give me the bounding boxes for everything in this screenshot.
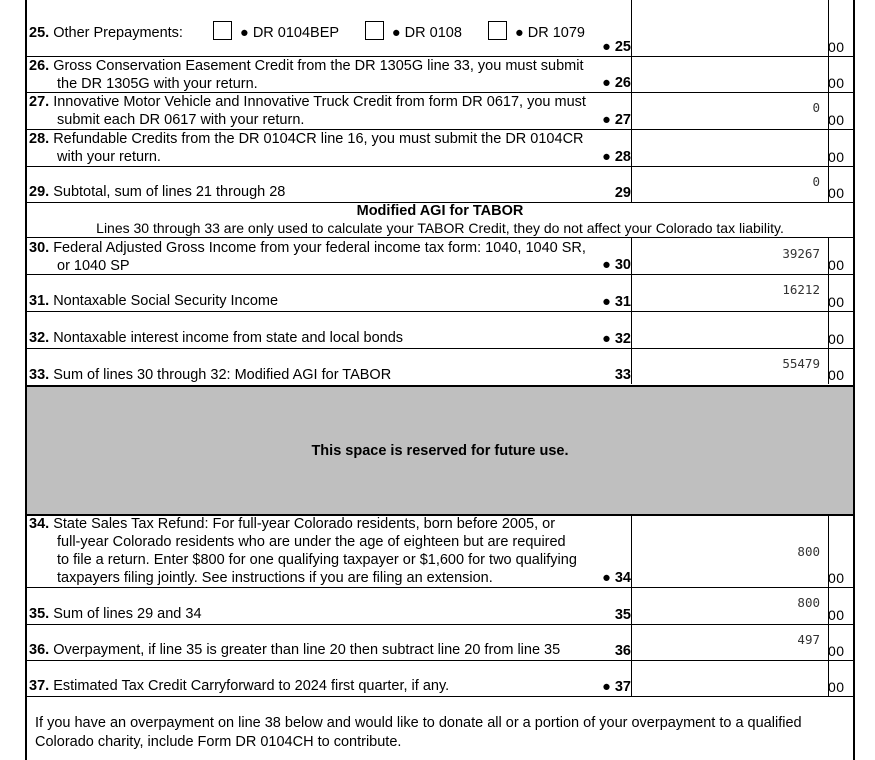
line-36-amount-field[interactable]: 497 — [631, 624, 829, 660]
tax-form — [25, 0, 855, 760]
tabor-section-header — [27, 202, 853, 238]
line-34-number-right: ● 34 — [602, 570, 631, 586]
line-26-cents: 00 — [828, 75, 845, 91]
section-title: Modified AGI for TABOR — [356, 203, 524, 219]
line-33-amount-field[interactable]: 55479 — [631, 348, 829, 384]
option-dr0108-label: DR 0108 — [404, 25, 462, 41]
line-37-amount-field[interactable] — [631, 660, 829, 696]
line-37-row — [27, 660, 853, 697]
bullet-icon: ● — [240, 25, 249, 41]
line-25-amount-field[interactable] — [631, 0, 829, 56]
line-34-amount-field[interactable]: 800 — [631, 514, 829, 587]
line-30-desc: 30. Federal Adjusted Gross Income from your federal income tax form: 1040, 1040 SR, or 1040 SP — [29, 240, 586, 274]
line-29-cents: 00 — [828, 185, 845, 201]
line-25-row — [27, 0, 853, 57]
line-26-desc: 26. Gross Conservation Easement Credit from the DR 1305G line 33, you must submit the DR 1305G with your return. — [29, 58, 584, 92]
line-25-desc — [29, 21, 629, 42]
line-32-amount-field[interactable] — [631, 311, 829, 348]
checkbox-dr0104bep[interactable] — [213, 21, 232, 40]
line-27-desc: 27. Innovative Motor Vehicle and Innovative Truck Credit from form DR 0617, you must submit each DR 0617 with your return. — [29, 94, 586, 128]
line-33-desc: 33. Sum of lines 30 through 32: Modified AGI for TABOR — [29, 367, 392, 383]
line-34-row — [27, 514, 853, 588]
line-32-desc: 32. Nontaxable interest income from state and local bonds — [29, 330, 404, 346]
line-33-number-right: 33 — [614, 367, 631, 383]
line-36-row — [27, 624, 853, 661]
line-25-number: 25. — [29, 25, 50, 41]
line-32-number-right: ● 32 — [602, 331, 631, 347]
checkbox-dr1079[interactable] — [488, 21, 507, 40]
line-35-cents: 00 — [828, 607, 845, 623]
line-31-number-right: ● 31 — [602, 294, 631, 310]
line-29-desc: 29. Subtotal, sum of lines 21 through 28 — [29, 184, 286, 200]
line-31-row — [27, 274, 853, 312]
line-27-amount-field[interactable]: 0 — [631, 92, 829, 129]
line-37-cents: 00 — [828, 679, 845, 695]
line-32-row — [27, 311, 853, 349]
option-dr0104bep-label: DR 0104BEP — [252, 25, 339, 41]
line-37-number-right: ● 37 — [602, 679, 631, 695]
line-33-row — [27, 348, 853, 384]
reserved-text: This space is reserved for future use. — [311, 442, 569, 459]
line-30-row — [27, 238, 853, 275]
line-30-amount-field[interactable]: 39267 — [631, 238, 829, 274]
line-28-row — [27, 129, 853, 167]
line-29-amount-field[interactable]: 0 — [631, 166, 829, 202]
line-26-row — [27, 56, 853, 93]
bullet-icon: ● — [391, 25, 401, 41]
line-30-cents: 00 — [828, 257, 845, 273]
line-25-label: Other Prepayments: — [53, 25, 183, 41]
line-29-number-right: 29 — [614, 185, 631, 201]
line-35-amount-field[interactable]: 800 — [631, 587, 829, 624]
line-26-number-right: ● 26 — [602, 75, 631, 91]
line-36-number-right: 36 — [614, 643, 631, 659]
line-35-row — [27, 587, 853, 625]
line-25-number-right: ● 25 — [602, 39, 631, 55]
line-35-number-right: 35 — [614, 607, 631, 623]
line-36-cents: 00 — [828, 643, 845, 659]
line-27-cents: 00 — [828, 112, 845, 128]
line-34-cents: 00 — [828, 570, 845, 586]
line-29-row — [27, 166, 853, 203]
line-25-cents: 00 — [828, 39, 845, 55]
line-36-desc: 36. Overpayment, if line 35 is greater than line 20 then subtract line 20 from line 35 — [29, 642, 561, 658]
reserved-space — [27, 385, 853, 516]
section-note: Lines 30 through 33 are only used to calculate your TABOR Credit, they do not affect your Colorado tax liability. — [96, 220, 784, 236]
line-27-row — [27, 92, 853, 130]
option-dr1079-label: DR 1079 — [527, 25, 585, 41]
line-31-amount-field[interactable]: 16212 — [631, 274, 829, 311]
line-28-number-right: ● 28 — [602, 149, 631, 165]
line-31-cents: 00 — [828, 294, 845, 310]
line-28-cents: 00 — [828, 149, 845, 165]
line-33-cents: 00 — [828, 367, 845, 383]
line-26-amount-field[interactable] — [631, 56, 829, 92]
charity-note: If you have an overpayment on line 38 below and would like to donate all or a portion of your overpayment to a qualified Colorado charity, include Form DR 0104CH to contribute. — [35, 715, 802, 750]
line-28-amount-field[interactable] — [631, 129, 829, 166]
line-27-number-right: ● 27 — [602, 112, 631, 128]
line-32-cents: 00 — [828, 331, 845, 347]
line-34-desc: 34. State Sales Tax Refund: For full-year Colorado residents, born before 2005, or full-year Colorado residents who are under the age of eighteen but are required to file a return. Enter $800 for one qualifying taxpayer or $1,600 for two qualifying taxpayers filing jointly. See instructions if you are filing an extension. — [29, 516, 577, 586]
checkbox-dr0108[interactable] — [365, 21, 384, 40]
line-35-desc: 35. Sum of lines 29 and 34 — [29, 606, 202, 622]
line-28-desc: 28. Refundable Credits from the DR 0104CR line 16, you must submit the DR 0104CR with your return. — [29, 131, 584, 165]
line-30-number-right: ● 30 — [602, 257, 631, 273]
line-37-desc: 37. Estimated Tax Credit Carryforward to 2024 first quarter, if any. — [29, 678, 450, 694]
bullet-icon: ● — [514, 25, 524, 41]
line-31-desc: 31. Nontaxable Social Security Income — [29, 293, 279, 309]
